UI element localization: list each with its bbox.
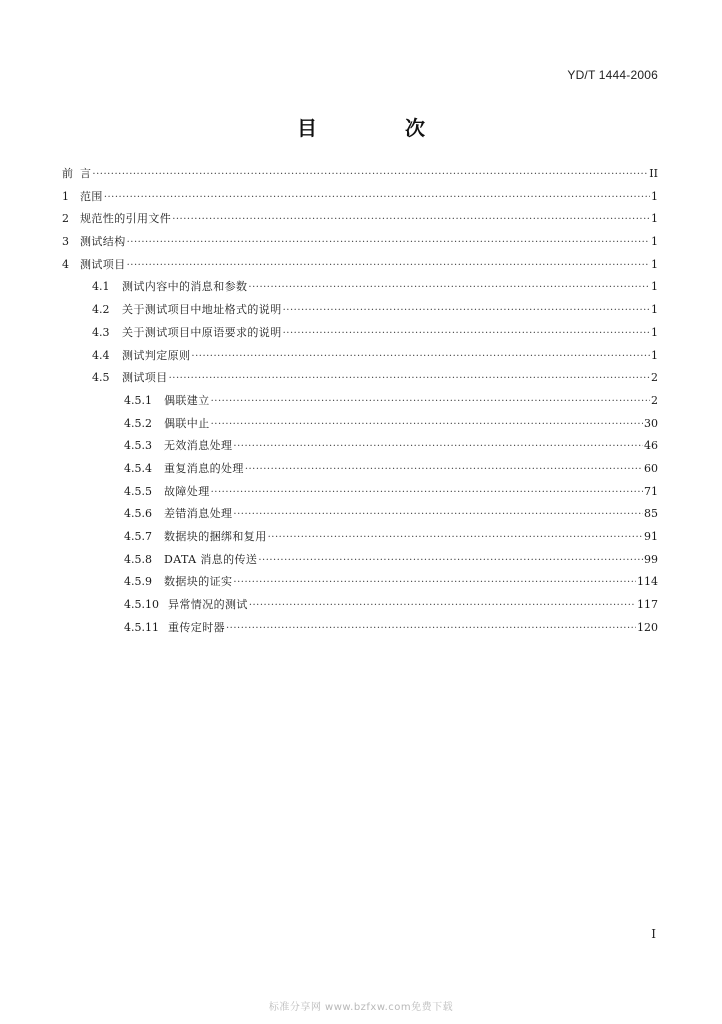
toc-dot-leader [169,368,650,391]
toc-entry-page: 1 [651,348,658,362]
table-of-contents [62,163,658,639]
toc-dot-leader [245,459,643,482]
toc-dot-leader [233,436,643,459]
toc-entry[interactable] [62,526,658,549]
toc-dot-leader [283,300,650,323]
toc-dot-leader [191,346,650,369]
toc-entry-page: 85 [644,507,658,521]
toc-entry[interactable] [62,345,658,368]
toc-entry[interactable] [62,299,658,322]
toc-entry-title: 范围 [80,189,103,203]
toc-entry-number: 4.2 [92,303,110,317]
toc-dot-leader [233,504,643,527]
toc-entry-number: 4.5 [92,371,110,385]
toc-entry-title: 差错消息处理 [164,507,233,521]
toc-dot-leader [172,209,650,232]
toc-dot-leader [268,527,643,550]
toc-entry-number: 4.5.2 [124,416,152,430]
toc-entry-title: 异常情况的测试 [168,598,248,612]
toc-entry-number: 4.5.3 [124,439,152,453]
toc-entry-page: 1 [651,257,658,271]
toc-entry-page: 46 [644,439,658,453]
page-title: 目 次 [297,116,459,140]
toc-dot-leader [211,482,643,505]
toc-dot-leader [127,255,650,278]
toc-entry-number: 4.5.9 [124,575,152,589]
toc-entry-page: 1 [651,280,658,294]
page-number: I [651,927,656,941]
toc-dot-leader [258,550,643,573]
toc-entry-title: 数据块的捆绑和复用 [164,530,267,543]
toc-dot-leader [92,164,648,187]
toc-entry[interactable] [62,503,658,526]
toc-entry-page: 30 [644,416,658,430]
toc-entry-page: 60 [644,461,658,475]
toc-entry[interactable] [62,481,658,504]
toc-entry-page: 99 [644,552,658,566]
toc-entry-number: 4.5.11 [124,620,159,634]
toc-dot-leader [226,618,636,641]
toc-entry-page: 71 [644,484,658,498]
toc-entry-title: 测试判定原则 [122,348,191,362]
toc-entry-page: 1 [651,189,658,203]
toc-entry-number: 1 [62,189,69,203]
toc-entry[interactable] [62,322,658,345]
toc-entry[interactable] [62,617,658,640]
toc-entry[interactable] [62,571,658,594]
toc-entry[interactable] [62,435,658,458]
toc-entry[interactable] [62,254,658,277]
toc-entry-title: 故障处理 [164,484,210,498]
toc-dot-leader [127,232,650,255]
toc-entry-title: 测试结构 [80,235,126,249]
toc-entry[interactable] [62,390,658,413]
toc-entry[interactable] [62,458,658,481]
toc-dot-leader [233,572,636,595]
toc-entry-title: 重传定时器 [168,620,225,634]
toc-entry-number: 4.5.1 [124,393,152,407]
toc-entry-page: II [649,167,658,180]
toc-entry-number: 4.3 [92,325,110,339]
toc-entry-title: 数据块的证实 [164,575,233,589]
toc-dot-leader [211,391,650,414]
toc-entry-page: 91 [644,530,658,543]
toc-entry-number: 前 [62,167,73,180]
toc-entry-title: 测试项目 [122,371,168,385]
toc-entry[interactable] [62,163,658,186]
toc-entry-page: 114 [637,575,658,589]
toc-entry[interactable] [62,186,658,209]
toc-entry-page: 1 [651,303,658,317]
toc-entry-number: 4.5.5 [124,484,152,498]
toc-entry-page: 117 [637,598,658,612]
toc-entry-title: 关于测试项目中地址格式的说明 [122,303,282,317]
toc-entry-title: 测试内容中的消息和参数 [122,280,248,294]
toc-entry-number: 4.4 [92,348,110,362]
toc-entry-page: 2 [651,393,658,407]
toc-dot-leader [283,323,650,346]
toc-entry-number: 4.5.10 [124,598,159,612]
toc-entry-title: 言 [80,167,92,180]
toc-entry-title: 关于测试项目中原语要求的说明 [122,325,282,339]
toc-entry[interactable] [62,367,658,390]
toc-entry-title: 测试项目 [80,257,126,271]
toc-entry-page: 120 [637,620,658,634]
toc-entry-title: 重复消息的处理 [164,461,244,475]
toc-entry[interactable] [62,413,658,436]
toc-entry-number: 3 [62,235,69,249]
watermark: 标准分享网 www.bzfxw.com免费下载 [268,1002,454,1013]
toc-dot-leader [249,595,636,618]
toc-entry-title: 规范性的引用文件 [80,212,172,226]
toc-entry-page: 1 [651,325,658,339]
toc-entry-page: 2 [651,371,658,385]
toc-entry-title: 偶联建立 [164,393,210,407]
toc-entry-number: 4.5.8 [124,552,152,566]
toc-entry-number: 2 [62,212,69,226]
toc-entry-number: 4.1 [92,280,110,294]
toc-entry-page: 1 [651,235,658,249]
toc-dot-leader [104,187,650,210]
toc-entry[interactable] [62,594,658,617]
toc-entry-page: 1 [651,212,658,226]
toc-entry-title: DATA 消息的传送 [164,552,258,566]
toc-entry-number: 4 [62,257,69,271]
toc-entry-number: 4.5.4 [124,461,152,475]
toc-entry[interactable] [62,549,658,572]
document-id: YD/T 1444-2006 [567,68,658,82]
toc-entry-number: 4.5.7 [124,530,152,543]
toc-entry[interactable] [62,231,658,254]
toc-entry[interactable] [62,208,658,231]
toc-entry-title: 偶联中止 [164,416,210,430]
toc-entry-number: 4.5.6 [124,507,152,521]
toc-dot-leader [248,277,650,300]
toc-dot-leader [211,414,643,437]
toc-entry[interactable] [62,276,658,299]
toc-entry-title: 无效消息处理 [164,439,233,453]
